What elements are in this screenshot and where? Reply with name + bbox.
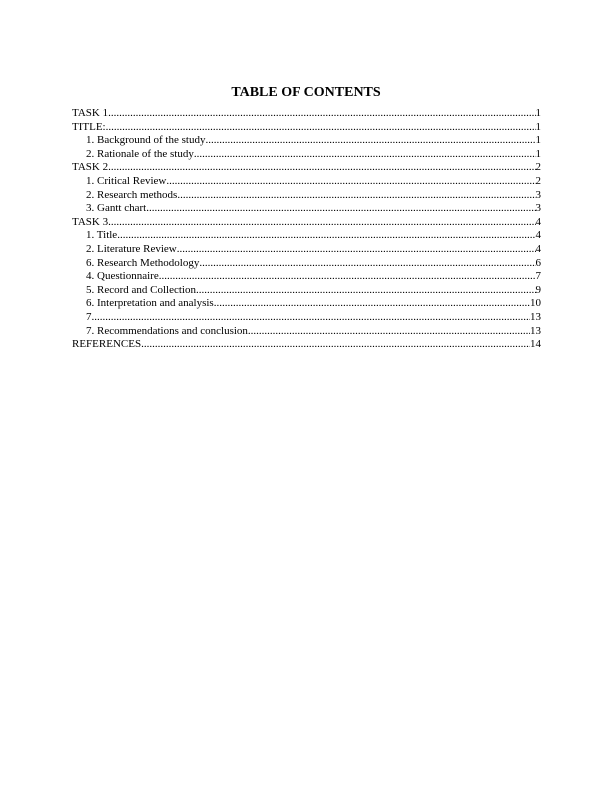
toc-dot-leader [194,148,536,162]
toc-entry-label: 4. Questionnaire [86,270,159,283]
toc-page-number: 2 [535,174,541,187]
toc-entry[interactable] [72,270,541,284]
toc-dot-leader [159,270,536,284]
toc-heading: TABLE OF CONTENTS [231,85,381,100]
toc-dot-leader [117,229,535,243]
toc-dot-leader [177,243,536,257]
toc-dot-leader [248,325,530,339]
toc-entry[interactable] [72,284,541,298]
toc-entry-label: REFERENCES [72,338,142,351]
toc-entry[interactable] [72,297,541,311]
toc-dot-leader [106,121,536,135]
toc-page-number: 2 [535,161,541,174]
toc-entry[interactable] [72,257,541,271]
toc-entry-label: TASK 3 [72,215,109,228]
table-of-contents [72,107,541,352]
toc-entry[interactable] [72,121,541,135]
toc-dot-leader [196,284,536,298]
toc-entry-label: 3. Gantt chart [86,202,147,215]
toc-page-number: 1 [535,134,541,147]
toc-entry[interactable] [72,148,541,162]
toc-entry-label: 6. Interpretation and analysis [86,297,214,310]
toc-entry[interactable] [72,325,541,339]
toc-entry[interactable] [72,311,541,325]
toc-page-number: 1 [535,147,541,160]
toc-page-number: 4 [535,242,541,255]
toc-dot-leader [146,202,535,216]
toc-entry-label: 1. Background of the study [86,134,206,147]
toc-page-number: 6 [535,256,541,269]
toc-entry-label: 2. Rationale of the study [86,147,194,160]
toc-page-number: 14 [530,338,541,351]
toc-entry-label: 6. Research Methodology [86,256,200,269]
toc-entry[interactable] [72,216,541,230]
toc-page-number: 10 [530,297,541,310]
toc-entry-label: 2. Research methods [86,188,178,201]
toc-page-number: 3 [535,188,541,201]
toc-entry[interactable] [72,134,541,148]
toc-dot-leader [199,257,535,271]
toc-dot-leader [205,134,535,148]
toc-page-number: 1 [535,107,541,119]
toc-entry-label: 2. Literature Review [86,242,177,255]
toc-entry-label: 1. Title [86,229,118,242]
toc-entry-label: 7. [86,310,95,323]
toc-entry[interactable] [72,161,541,175]
toc-entry[interactable] [72,338,541,352]
toc-page-number: 4 [535,229,541,242]
toc-page-number: 4 [535,215,541,228]
toc-entry-label: 5. Record and Collection [86,283,196,296]
toc-entry-label: TASK 2 [72,161,109,174]
toc-dot-leader [141,338,530,352]
toc-page-number: 7 [535,270,541,283]
toc-page-number: 9 [535,283,541,296]
toc-entry[interactable] [72,189,541,203]
toc-dot-leader [166,175,535,189]
toc-dot-leader [108,161,535,175]
toc-page-number: 13 [530,310,541,323]
toc-dot-leader [108,216,535,230]
toc-dot-leader [214,297,530,311]
toc-entry[interactable] [72,229,541,243]
toc-entry-label: 7. Recommendations and conclusion [86,324,248,337]
toc-entry[interactable] [72,175,541,189]
toc-entry[interactable] [72,107,541,121]
toc-entry-label: TITLE: [72,120,106,133]
toc-dot-leader [108,107,535,121]
toc-dot-leader [94,311,530,325]
toc-page-number: 1 [535,120,541,133]
toc-entry-label: 1. Critical Review [86,174,167,187]
toc-entry[interactable] [72,243,541,257]
toc-dot-leader [177,189,535,203]
toc-entry-label: TASK 1 [72,107,109,119]
toc-page-number: 13 [530,324,541,337]
toc-page-number: 3 [535,202,541,215]
toc-entry[interactable] [72,202,541,216]
